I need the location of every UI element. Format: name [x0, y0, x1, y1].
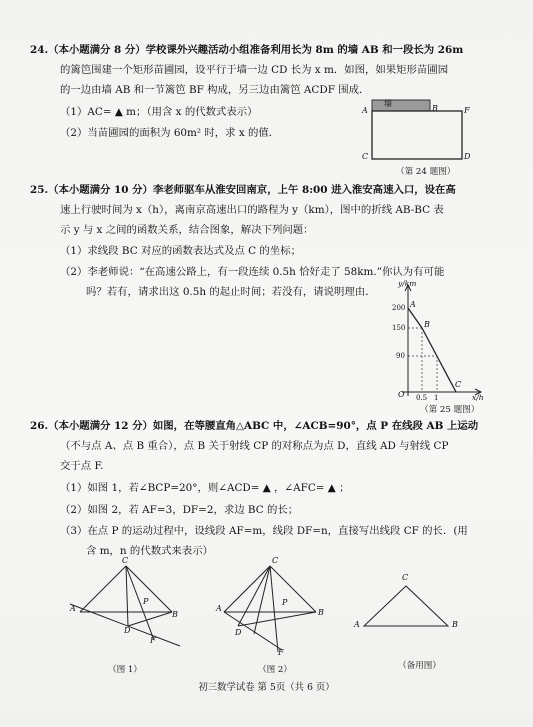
- q25-y-axis-label: y/km: [398, 279, 417, 288]
- q26-spare-label-C: C: [402, 573, 409, 582]
- q26-sub1: （1）如图 1，若∠BCP=20°，则∠ACD= ▲ ，∠AFC= ▲ ；: [60, 482, 350, 494]
- q25-y-tick-150: 150: [392, 324, 406, 332]
- q25-sub2a: （2）李老师说：“在高速公路上，有一段连续 0.5h 恰好走了 58km.”你认为有可能: [60, 266, 445, 278]
- q26-f2-label-P: P: [282, 598, 288, 607]
- q24-label-C: C: [362, 152, 369, 161]
- q24-rectangle: [372, 111, 462, 159]
- q26-f1-CB: [126, 566, 172, 612]
- q26-f2-CAlt: [254, 566, 270, 634]
- q26-f2-CD: [238, 566, 270, 626]
- q25-caption: （第 25 题图）: [420, 405, 480, 415]
- q25-polyline-AB: [408, 308, 422, 328]
- q26-sub2: （2）如图 2，若 AF=3，DF=2，求边 BC 的长；: [60, 504, 299, 516]
- q24-label-F: F: [464, 106, 470, 115]
- q25-line3: 示 y 与 x 之间的函数关系，结合图象，解决下列问题：: [60, 224, 314, 236]
- q26-figure-2: [216, 562, 326, 654]
- q25-polyline-BC: [422, 328, 456, 392]
- q24-sub1: （1）AC= ▲ m；（用含 x 的代数式表示）: [60, 106, 258, 118]
- q25-line1: 25.（本小题满分 10 分）李老师驱车从淮安回南京，上午 8:00 进入淮安高速入口，设在高: [30, 184, 456, 196]
- q26-f1-label-A: A: [70, 604, 76, 613]
- q26-f1-CD: [126, 566, 128, 626]
- q26-f1-label-C: C: [122, 556, 129, 565]
- q26-f2-label-D: D: [235, 628, 242, 637]
- q24-caption: （第 24 题图）: [396, 167, 456, 177]
- q24-line2: 的篱笆围建一个矩形苗圃园，设平行于墙一边 CD 长为 x m．如图，如果矩形苗圃园: [60, 64, 449, 76]
- q26-f2-DB: [238, 612, 316, 626]
- q25-point-A: A: [410, 300, 416, 309]
- q26-figure-1: [66, 562, 186, 652]
- q26-f2-CA: [224, 566, 270, 612]
- page-footer: 初三数学试卷 第 5页（共 6 页）: [198, 682, 335, 693]
- q26-figure-spare: [360, 584, 460, 630]
- q25-graph: [392, 284, 482, 404]
- q25-point-B: B: [424, 320, 430, 329]
- q24-line1: 24.（本小题满分 8 分）学校课外兴趣活动小组准备利用长为 8m 的墙 AB 和一段长为 26m: [30, 44, 464, 56]
- q26-line3: 交于点 F.: [60, 460, 104, 472]
- q24-line3: 的一边由墙 AB 和一节篱笆 BF 构成，另三边由篱笆 ACDF 围成．: [60, 84, 370, 96]
- q26-f2-label-C: C: [272, 556, 279, 565]
- q26-f2-line-AD: [224, 612, 282, 650]
- q26-sub3b: 含 m，n 的代数式来表示）: [86, 545, 214, 557]
- q25-sub2b: 吗？若有，请求出这 0.5h 的起止时间；若没有，请说明理由．: [86, 286, 376, 298]
- q25-origin: O: [398, 390, 405, 399]
- q25-sub1: （1）求线段 BC 对应的函数表达式及点 C 的坐标；: [60, 245, 301, 257]
- q24-wall: [372, 100, 430, 111]
- q25-point-C: C: [455, 380, 462, 389]
- q26-f1-label-D: D: [124, 626, 131, 635]
- q24-sub2: （2）当苗圃园的面积为 60m² 时，求 x 的值．: [60, 127, 280, 139]
- q26-spare-label-A: A: [354, 620, 360, 629]
- q26-f1-caption: （图 1）: [108, 665, 142, 675]
- q25-x-axis-label: x/h: [472, 393, 484, 402]
- q26-f1-DB: [128, 612, 172, 626]
- q24-label-A: A: [362, 106, 368, 115]
- q25-x-tick-1: 1: [434, 394, 439, 402]
- q26-f2-label-A: A: [216, 604, 222, 613]
- q26-f1-CA: [80, 566, 126, 612]
- q26-line1: 26.（本小题满分 12 分）如图，在等腰直角△ABC 中，∠ACB=90°，点 P 在线段 AB 上运动: [30, 420, 479, 432]
- q25-x-tick-05: 0.5: [416, 394, 428, 402]
- q24-figure: [360, 100, 470, 162]
- q25-y-tick-90: 90: [396, 352, 405, 360]
- q24-label-B: B: [432, 104, 438, 113]
- q26-f1-label-F: F: [150, 636, 156, 645]
- q26-f2-caption: （图 2）: [258, 665, 292, 675]
- q26-spare-label-B: B: [452, 620, 458, 629]
- q26-spare-triangle: [364, 586, 448, 626]
- q26-f2-CB: [270, 566, 316, 612]
- q26-f2-label-B: B: [318, 608, 324, 617]
- q26-line2: （不与点 A、点 B 重合），点 B 关于射线 CP 的对称点为点 D，直线 AD 与射线 CP: [60, 440, 449, 452]
- q25-line2: 速上行驶时间为 x（h），离南京高速出口的路程为 y（km），图中的折线 AB-BC 表: [60, 204, 444, 216]
- q26-f1-label-P: P: [143, 597, 149, 606]
- q26-f2-ray-CP: [270, 566, 278, 652]
- q26-f2-label-F: F: [278, 648, 284, 657]
- q26-sub3a: （3）在点 P 的运动过程中，设线段 AF=m，线段 DF=n，直接写出线段 CF 的长．(用: [60, 525, 468, 537]
- q26-spare-caption: （备用图）: [398, 661, 441, 671]
- q24-label-D: D: [464, 152, 471, 161]
- q26-f1-line-AD: [70, 604, 180, 646]
- q25-y-tick-200: 200: [392, 304, 406, 312]
- q26-f1-label-B: B: [172, 610, 178, 619]
- q24-wall-label: 墙: [384, 99, 392, 108]
